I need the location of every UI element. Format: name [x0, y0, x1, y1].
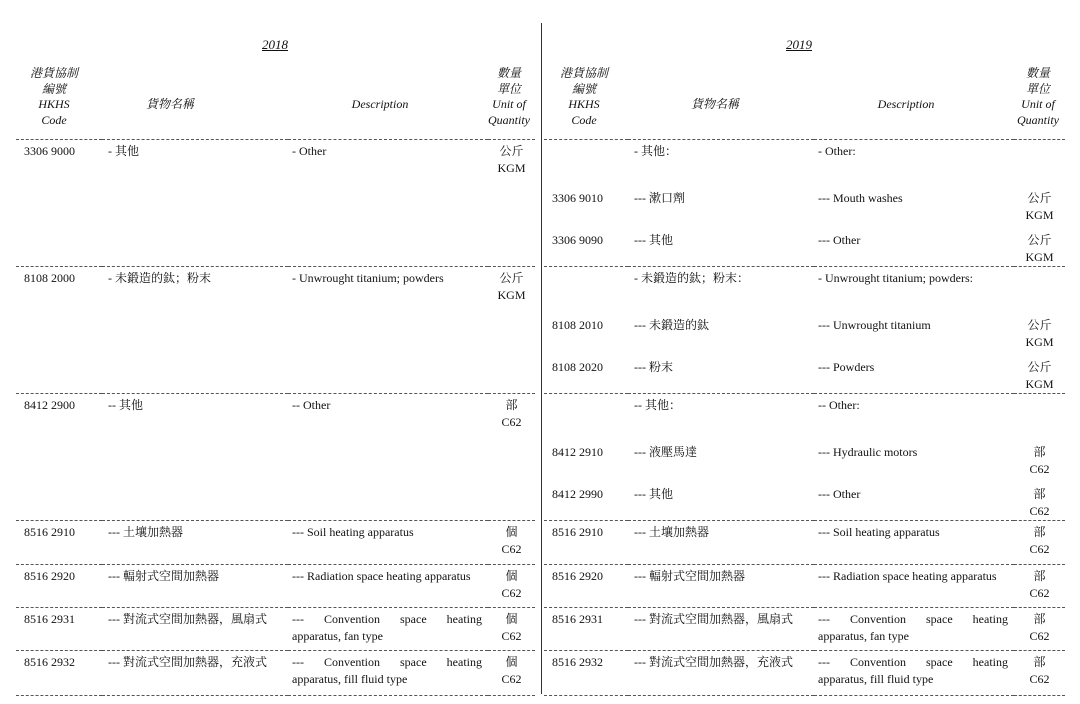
table-2019	[544, 139, 1065, 696]
unit-en: C62	[1029, 629, 1050, 643]
unit	[1014, 565, 1065, 608]
name-cn: --- 對流式空間加熱器，風扇式	[628, 608, 814, 651]
unit-cn: 部	[1033, 612, 1046, 626]
hkhs-code: 8516 2932	[544, 651, 628, 696]
unit	[488, 521, 535, 565]
table-row	[544, 651, 1065, 696]
table-row	[16, 521, 535, 565]
unit-en: C62	[1029, 461, 1050, 476]
name-cn: --- 漱口劑	[634, 190, 685, 205]
unit	[1014, 478, 1065, 521]
header-code-2019: 港貨協制 編號 HKHS Code	[559, 66, 608, 127]
name-cn: --- 土壤加熱器	[102, 521, 288, 565]
year-2019-heading: 2019	[786, 37, 812, 52]
name-cn: --- 其他	[634, 486, 673, 501]
table-row	[16, 140, 535, 267]
unit	[1014, 351, 1065, 394]
name-cn: --- 輻射式空間加熱器	[102, 565, 288, 608]
name-cn: --- 其他	[634, 232, 673, 247]
table-row	[544, 351, 1065, 394]
unit-en: C62	[1029, 586, 1050, 600]
description: --- Other	[818, 486, 861, 501]
table-row	[544, 565, 1065, 608]
hkhs-code: 8412 2900	[16, 394, 102, 521]
unit-en: KGM	[1025, 207, 1054, 222]
unit	[488, 608, 535, 651]
description: --- Mouth washes	[818, 190, 903, 205]
unit-en: C62	[501, 586, 522, 600]
description: --- Convention space heating apparatus, fan type	[288, 608, 488, 651]
table-row	[16, 565, 535, 608]
unit-cn: 個	[505, 525, 518, 539]
header-name-cn-2018: 貨物名稱	[145, 97, 194, 111]
unit	[488, 140, 535, 267]
unit-cn: 個	[505, 655, 518, 669]
table-row	[544, 521, 1065, 565]
unit-en: C62	[501, 672, 522, 686]
unit	[1014, 182, 1065, 224]
header-description-2018: Description	[351, 97, 409, 111]
header-unit-2019: 數量 單位 Unit of Quantity	[1017, 66, 1059, 127]
description: - Other:	[814, 140, 1014, 182]
year-divider	[541, 23, 542, 694]
description: --- Radiation space heating apparatus	[814, 565, 1014, 608]
description: --- Soil heating apparatus	[288, 521, 488, 565]
hkhs-code	[544, 394, 628, 436]
description: --- Hydraulic motors	[818, 444, 918, 459]
unit-en: KGM	[497, 288, 526, 302]
unit-cn: 個	[505, 569, 518, 583]
hkhs-code: 8516 2910	[16, 521, 102, 565]
hkhs-code: 8516 2931	[16, 608, 102, 651]
unit	[488, 267, 535, 394]
hkhs-code: 8516 2910	[544, 521, 628, 565]
table-row	[544, 436, 1065, 478]
hkhs-code: 8516 2920	[16, 565, 102, 608]
name-cn: - 未鍛造的鈦；粉末：	[628, 267, 814, 309]
hkhs-code: 3306 9010	[552, 190, 603, 205]
unit-cn: 公斤	[499, 144, 524, 158]
unit	[1014, 651, 1065, 696]
unit-en: KGM	[1025, 334, 1054, 349]
table-row	[16, 394, 535, 521]
table-row	[544, 140, 1065, 182]
hkhs-code: 3306 9090	[552, 232, 603, 247]
description: --- Powders	[818, 359, 875, 374]
name-cn: -- 其他	[102, 394, 288, 521]
name-cn: --- 液壓馬達	[634, 444, 697, 459]
name-cn: --- 土壤加熱器	[628, 521, 814, 565]
unit-cn: 公斤	[499, 271, 524, 285]
unit-en: C62	[501, 542, 522, 556]
description: --- Convention space heating apparatus, fill fluid type	[288, 651, 488, 696]
name-cn: --- 未鍛造的鈦	[634, 317, 709, 332]
unit-en: C62	[1029, 503, 1050, 518]
table-row	[544, 309, 1065, 351]
unit-cn: 公斤	[1027, 190, 1052, 205]
description: --- Soil heating apparatus	[814, 521, 1014, 565]
description: -- Other:	[814, 394, 1014, 436]
header-name-cn-2019: 貨物名稱	[690, 97, 739, 111]
unit	[1014, 267, 1065, 309]
unit-cn: 部	[505, 398, 518, 412]
name-cn: --- 對流式空間加熱器，充液式	[628, 651, 814, 696]
hkhs-code: 8412 2910	[552, 444, 603, 459]
description: --- Other	[818, 232, 861, 247]
unit-en: KGM	[1025, 249, 1054, 264]
hkhs-code: 8516 2932	[16, 651, 102, 696]
unit	[488, 651, 535, 696]
unit-cn: 個	[505, 612, 518, 626]
hkhs-code: 8108 2000	[16, 267, 102, 394]
unit-en: C62	[1029, 672, 1050, 686]
table-row	[544, 224, 1065, 267]
unit-en: C62	[501, 415, 522, 429]
unit-cn: 公斤	[1027, 317, 1052, 332]
name-cn: - 其他：	[628, 140, 814, 182]
unit-en: KGM	[497, 161, 526, 175]
unit	[1014, 394, 1065, 436]
unit-cn: 部	[1033, 525, 1046, 539]
unit	[488, 394, 535, 521]
name-cn: --- 粉末	[634, 359, 673, 374]
table-2018	[16, 139, 535, 696]
table-row	[544, 267, 1065, 309]
unit	[488, 565, 535, 608]
description: - Other	[288, 140, 488, 267]
header-description-2019: Description	[877, 97, 935, 111]
hkhs-code: 3306 9000	[16, 140, 102, 267]
description: --- Radiation space heating apparatus	[288, 565, 488, 608]
unit	[1014, 224, 1065, 267]
table-row	[544, 608, 1065, 651]
unit-en: C62	[1029, 542, 1050, 556]
hkhs-code	[544, 267, 628, 309]
unit	[1014, 521, 1065, 565]
table-row	[544, 182, 1065, 224]
hkhs-code: 8108 2010	[552, 317, 603, 332]
description: --- Convention space heating apparatus, fan type	[814, 608, 1014, 651]
unit-en: KGM	[1025, 376, 1054, 391]
unit-cn: 部	[1033, 655, 1046, 669]
unit	[1014, 140, 1065, 182]
name-cn: --- 輻射式空間加熱器	[628, 565, 814, 608]
unit	[1014, 436, 1065, 478]
description: -- Other	[288, 394, 488, 521]
name-cn: -- 其他：	[628, 394, 814, 436]
hkhs-code: 8108 2020	[552, 359, 603, 374]
table-row	[544, 394, 1065, 436]
unit-cn: 部	[1033, 569, 1046, 583]
header-unit-2018: 數量 單位 Unit of Quantity	[488, 66, 530, 127]
unit	[1014, 608, 1065, 651]
unit	[1014, 309, 1065, 351]
name-cn: - 未鍛造的鈦；粉末	[102, 267, 288, 394]
description: --- Convention space heating apparatus, fill fluid type	[814, 651, 1014, 696]
name-cn: --- 對流式空間加熱器，風扇式	[102, 608, 288, 651]
name-cn: - 其他	[102, 140, 288, 267]
hkhs-code	[544, 140, 628, 182]
hkhs-code: 8516 2920	[544, 565, 628, 608]
description: - Unwrought titanium; powders	[288, 267, 488, 394]
header-code-2018: 港貨協制 編號 HKHS Code	[29, 66, 78, 127]
table-row	[16, 267, 535, 394]
unit-en: C62	[501, 629, 522, 643]
description: --- Unwrought titanium	[818, 317, 931, 332]
unit-cn: 部	[1033, 444, 1046, 459]
hkhs-code: 8412 2990	[552, 486, 603, 501]
unit-cn: 公斤	[1027, 232, 1052, 247]
table-row	[16, 608, 535, 651]
name-cn: --- 對流式空間加熱器，充液式	[102, 651, 288, 696]
unit-cn: 公斤	[1027, 359, 1052, 374]
unit-cn: 部	[1033, 486, 1046, 501]
description: - Unwrought titanium; powders:	[814, 267, 1014, 309]
hkhs-code: 8516 2931	[544, 608, 628, 651]
year-2018-heading: 2018	[262, 37, 288, 52]
table-row	[16, 651, 535, 696]
table-row	[544, 478, 1065, 521]
